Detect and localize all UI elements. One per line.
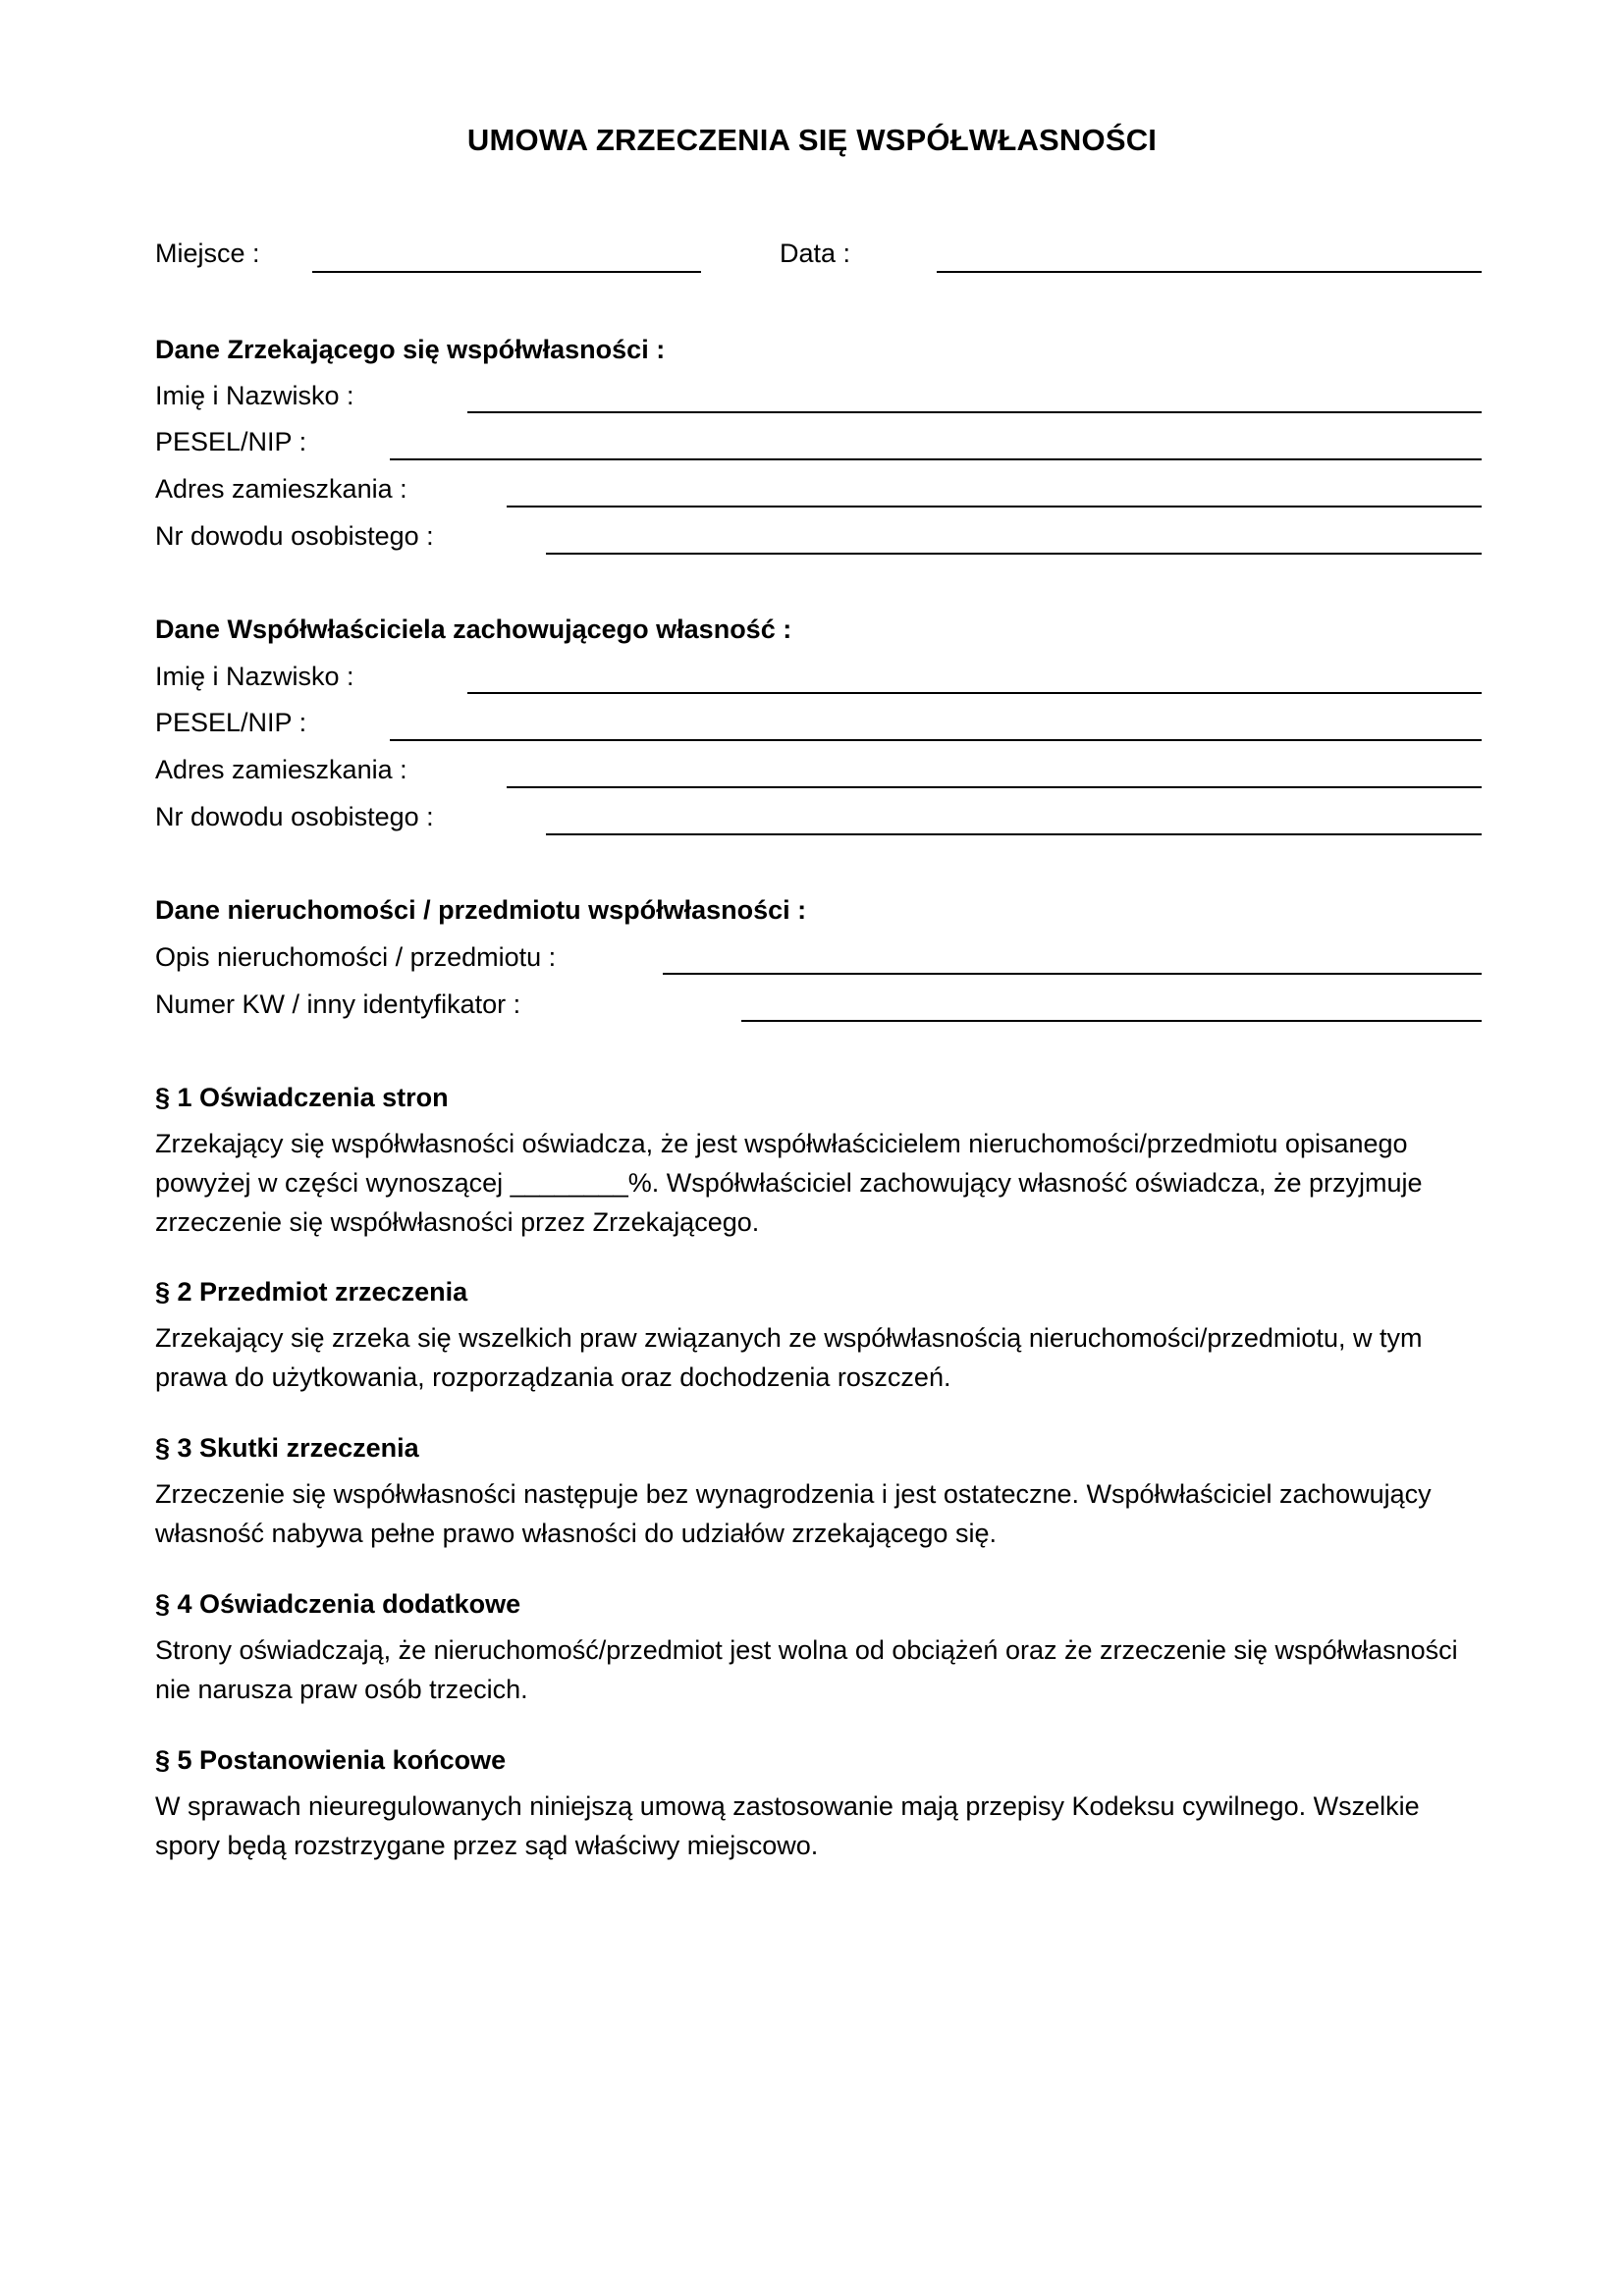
retaining-pesel-field[interactable] <box>390 739 1482 741</box>
renouncing-id-label: Nr dowodu osobistego : <box>155 521 434 551</box>
retaining-pesel-label: PESEL/NIP : <box>155 708 307 737</box>
date-field[interactable] <box>937 271 1482 273</box>
section-text: Zrzekający się współwłasności oświadcza, że jest współwłaścicielem nieruchomości/przedmiotu opisanego powyżej w części wynoszącej ________%. Współwłaściciel zachowujący własność oświadcza, że przyjmuje zrzeczenie się współwłasności przez Zrzekającego. <box>155 1129 1423 1237</box>
section-text: Zrzekający się zrzeka się wszelkich praw związanych ze współwłasnością nieruchomości/przedmiotu, w tym prawa do użytkowania, rozporządzania oraz dochodzenia roszczeń. <box>155 1323 1423 1392</box>
renouncing-party-heading: Dane Zrzekającego się współwłasności : <box>155 335 666 364</box>
retaining-name-label: Imię i Nazwisko : <box>155 662 354 691</box>
retaining-address-field[interactable] <box>507 786 1482 788</box>
renouncing-address-label: Adres zamieszkania : <box>155 474 407 504</box>
place-field[interactable] <box>312 271 701 273</box>
place-label: Miejsce : <box>155 239 260 268</box>
retaining-id-field[interactable] <box>546 833 1482 835</box>
renouncing-name-label: Imię i Nazwisko : <box>155 381 354 410</box>
property-heading: Dane nieruchomości / przedmiotu współwłasności : <box>155 895 807 925</box>
retaining-party-heading: Dane Współwłaściciela zachowującego własność : <box>155 614 792 644</box>
renouncing-id-field[interactable] <box>546 553 1482 555</box>
section-heading: § 4 Oświadczenia dodatkowe <box>155 1589 521 1619</box>
property-kw-field[interactable] <box>741 1020 1482 1022</box>
renouncing-address-field[interactable] <box>507 506 1482 507</box>
section-text: W sprawach nieuregulowanych niniejszą umową zastosowanie mają przepisy Kodeksu cywilnego. Wszelkie spory będą rozstrzygane przez sąd właściwy miejscowo. <box>155 1791 1420 1860</box>
section-text: Strony oświadczają, że nieruchomość/przedmiot jest wolna od obciążeń oraz że zrzeczenie się współwłasności nie narusza praw osób trzecich. <box>155 1635 1458 1704</box>
renouncing-pesel-field[interactable] <box>390 458 1482 460</box>
section-heading: § 2 Przedmiot zrzeczenia <box>155 1277 468 1307</box>
renouncing-name-field[interactable] <box>467 411 1482 413</box>
document-title: UMOWA ZRZECZENIA SIĘ WSPÓŁWŁASNOŚCI <box>466 123 1158 157</box>
section-heading: § 5 Postanowienia końcowe <box>155 1745 507 1775</box>
retaining-address-label: Adres zamieszkania : <box>155 755 407 784</box>
property-description-label: Opis nieruchomości / przedmiotu : <box>155 942 557 972</box>
retaining-name-field[interactable] <box>467 692 1482 694</box>
renouncing-pesel-label: PESEL/NIP : <box>155 427 307 456</box>
section-heading: § 3 Skutki zrzeczenia <box>155 1433 419 1463</box>
property-kw-label: Numer KW / inny identyfikator : <box>155 989 521 1019</box>
retaining-id-label: Nr dowodu osobistego : <box>155 802 434 831</box>
section-heading: § 1 Oświadczenia stron <box>155 1083 449 1112</box>
date-label: Data : <box>780 239 851 268</box>
section-text: Zrzeczenie się współwłasności następuje bez wynagrodzenia i jest ostateczne. Współwłaściciel zachowujący własność nabywa pełne prawo własności do udziałów zrzekającego się. <box>155 1479 1432 1548</box>
property-description-field[interactable] <box>663 973 1482 975</box>
